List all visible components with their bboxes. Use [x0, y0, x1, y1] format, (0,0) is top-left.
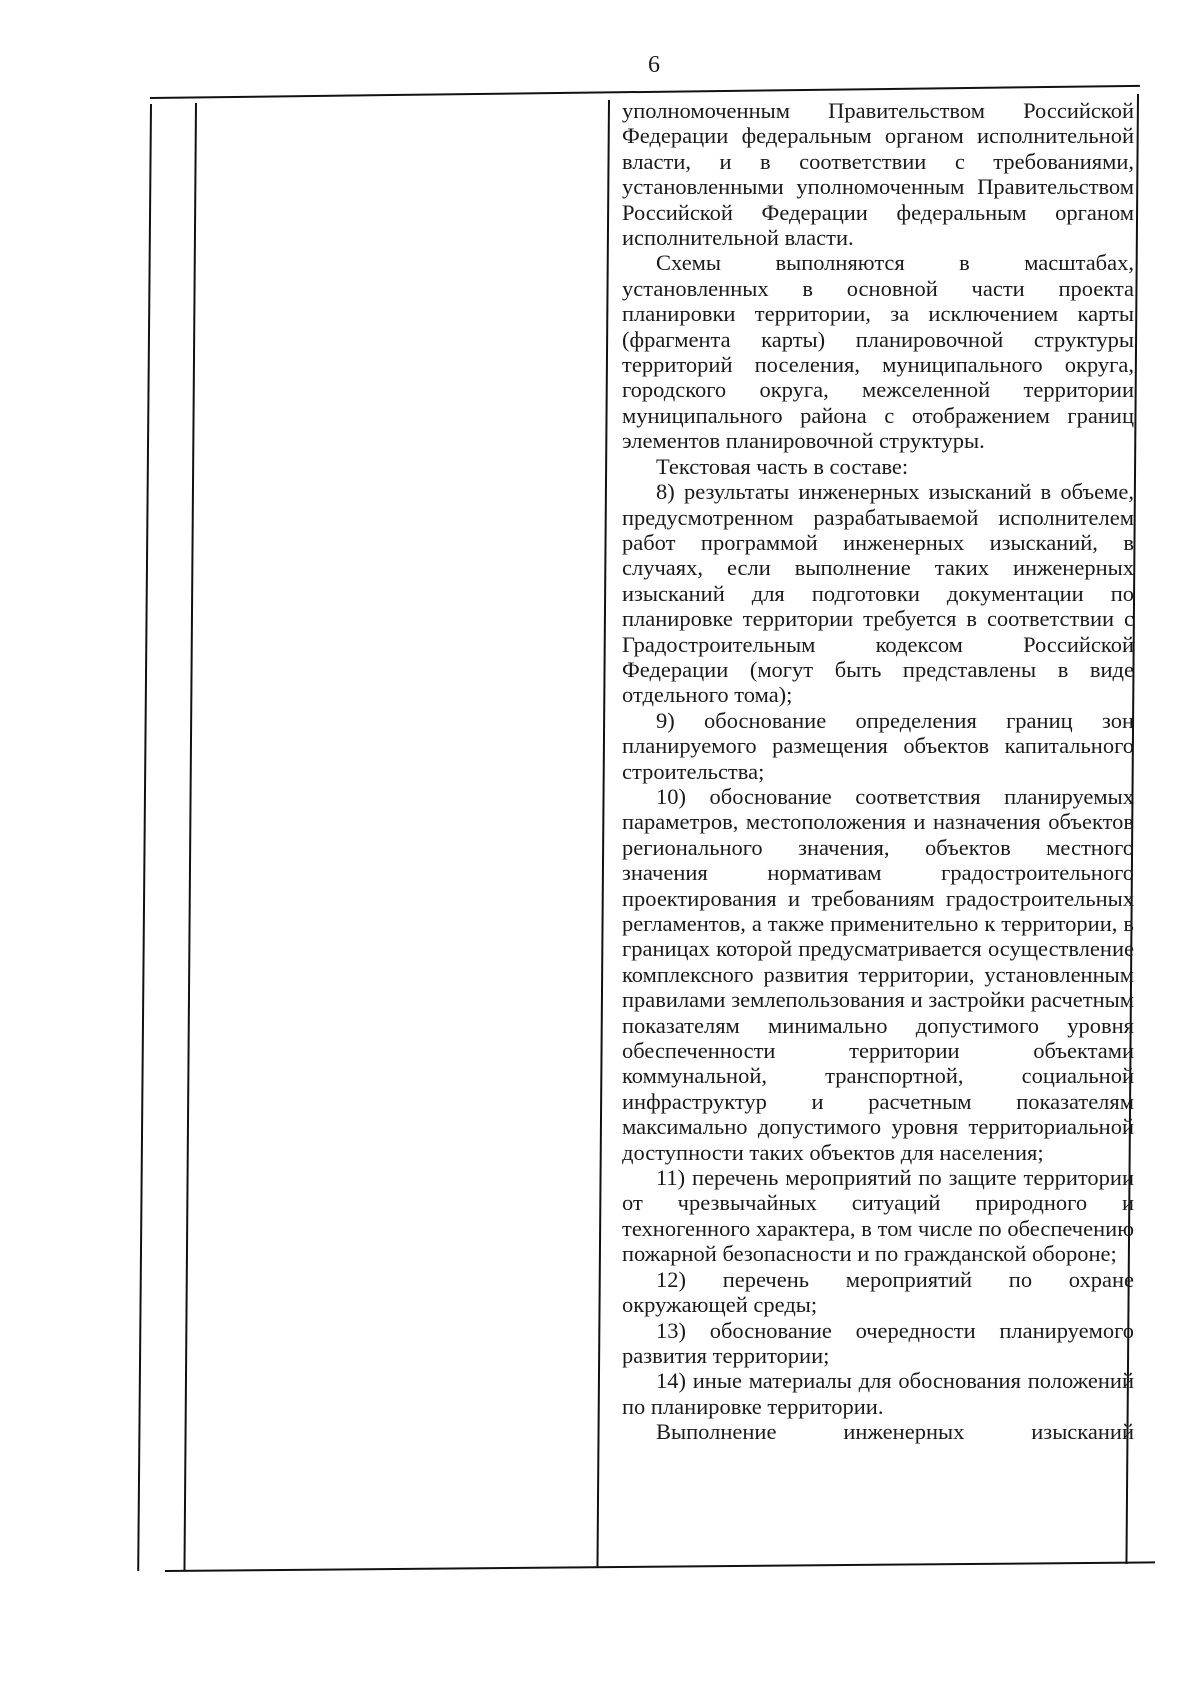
paragraph-11: Выполнение инженерных изысканий — [656, 1419, 1134, 1445]
table-column-divider-1 — [183, 103, 197, 1570]
paragraph-7: 11) перечень мероприятий по защите территории от чрезвычайных ситуаций природного и техногенного характера, в том числе по обеспечению пожарной безопасности и по гражданской обороне; — [622, 1165, 1134, 1267]
paragraph-6: 10) обоснование соответствия планируемых параметров, местоположения и назначения объектов регионального значения, объектов местного значения нормативам градостроительного проектирования и требованиям градостроительных регламентов, а также применительно к территории, в границах которой предусматривается осуществление комплексного развития территории, установленным правилами землепользования и застройки расчетным показателям минимально допустимого уровня обеспеченности территории объектами коммунальной, транспортной, социальной инфраструктур и расчетным показателям максимально допустимого уровня территориальной доступности таких объектов для населения; — [622, 783, 1134, 1165]
table-column-divider-2 — [596, 100, 610, 1568]
paragraph-2: Схемы выполняются в масштабах, установленных в основной части проекта планировки территории, за исключением карты (фрагмента карты) планировочной структуры территорий поселения, муниципального округа, городского округа, межселенной территории муниципального района с отображением границ элементов планировочной структуры. — [622, 250, 1134, 454]
paragraph-4: 8) результаты инженерных изысканий в объеме, предусмотренном разрабатываемой исполнителем работ программой инженерных изысканий, в случаях, если выполнение таких инженерных изысканий для подготовки документации по планировке территории требуется в соответствии с Градостроительным кодексом Российской Федерации (могут быть представлены в виде отдельного тома); — [622, 479, 1134, 708]
paragraph-5: 9) обоснование определения границ зон планируемого размещения объектов капитального строительства; — [622, 707, 1134, 784]
paragraph-3: Текстовая часть в составе: — [656, 453, 909, 479]
table-left-border — [137, 104, 152, 1571]
paragraph-1: уполномоченным Правительством Российской Федерации федеральным органом исполнительной власти, и в соответствии с требованиями, установленными уполномоченным Правительством Российской Федерации федеральным органом исполнительной власти. — [622, 98, 1134, 251]
table-text-cell — [622, 98, 1134, 1566]
paragraph-9: 13) обоснование очередности планируемого развития территории; — [622, 1317, 1134, 1368]
paragraph-8: 12) перечень мероприятий по охране окружающей среды; — [622, 1266, 1134, 1318]
table-top-border — [150, 85, 1140, 99]
paragraph-10: 14) иные материалы для обоснования положений по планировке территории. — [622, 1368, 1134, 1419]
page-number: 6 — [648, 52, 660, 78]
